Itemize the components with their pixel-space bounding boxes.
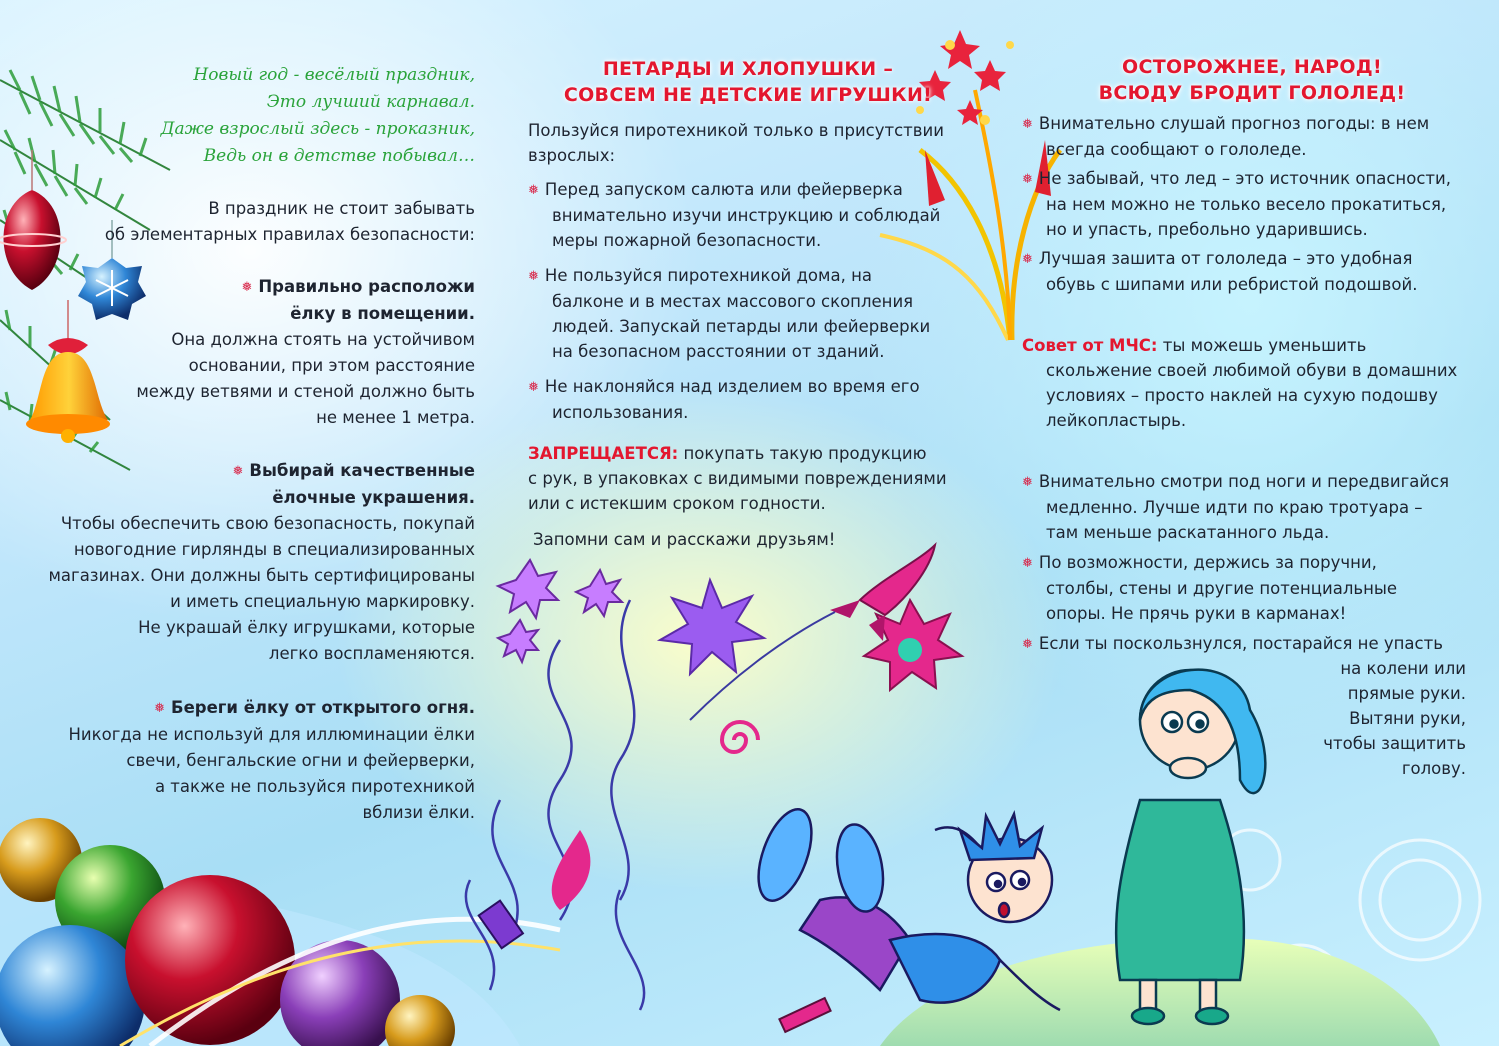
- ice-item: [1022, 469, 1472, 545]
- poem-line: Ведь он в детстве побывал…: [203, 146, 475, 166]
- item-line: ❅ Внимательно смотри под ноги и передвигайся: [1022, 472, 1450, 491]
- item-line: чтобы защитить: [1323, 734, 1466, 753]
- poem-line: Новый год - весёлый праздник,: [193, 65, 475, 85]
- item-line: использования.: [552, 403, 689, 422]
- advice-line: условиях – просто наклей на сухую подошву: [1046, 386, 1438, 405]
- advice-label: Совет от МЧС:: [1022, 336, 1158, 355]
- ice-item: [1022, 246, 1472, 297]
- item-line: там меньше раскатанного льда.: [1046, 523, 1330, 542]
- ice-item-last-tail: [1262, 656, 1466, 781]
- snowflake-bullet-icon: ❅: [528, 183, 539, 198]
- item-line: на безопасном расстоянии от зданий.: [552, 342, 885, 361]
- rule-tree-placement: [15, 274, 475, 431]
- ice-item: [1022, 111, 1472, 162]
- rule-line: Чтобы обеспечить свою безопасность, покупай: [60, 514, 475, 533]
- ice-item: [1022, 550, 1472, 626]
- fireworks-lead: [528, 118, 968, 168]
- rule-line: новогодние гирлянды в специализированных: [73, 540, 475, 559]
- snowflake-bullet-icon: ❅: [154, 701, 166, 716]
- rule-line: Никогда не используй для иллюминации ёлки: [68, 725, 475, 744]
- item-line: балконе и в местах массового скопления: [552, 292, 914, 311]
- snowflake-bullet-icon: ❅: [241, 280, 253, 295]
- ban-label: ЗАПРЕЩАЕТСЯ:: [528, 444, 679, 463]
- lead-line: Пользуйся пиротехникой только в присутствии: [528, 121, 944, 140]
- rule-line: не менее 1 метра.: [316, 408, 475, 427]
- item-line: ❅ По возможности, держись за поручни,: [1022, 553, 1377, 572]
- fireworks-item: [528, 374, 968, 425]
- rule-line: вблизи ёлки.: [362, 803, 475, 822]
- item-line: ❅ Если ты поскользнулся, постарайся не упасть: [1022, 634, 1443, 653]
- snowflake-bullet-icon: ❅: [528, 380, 539, 395]
- rule-line: основании, при этом расстояние: [188, 356, 475, 375]
- snowflake-bullet-icon: ❅: [1022, 475, 1033, 490]
- item-line: меры пожарной безопасности.: [552, 231, 822, 250]
- item-line: внимательно изучи инструкцию и соблюдай: [552, 206, 941, 225]
- snowflake-bullet-icon: ❅: [528, 269, 539, 284]
- item-line: медленно. Лучше идти по краю тротуара –: [1046, 498, 1423, 517]
- fireworks-ban: [528, 441, 968, 516]
- title-line: ПЕТАРДЫ И ХЛОПУШКИ –: [602, 58, 894, 80]
- rule-line: между ветвями и стеной должно быть: [136, 382, 475, 401]
- rule-heading: ёлочные украшения.: [272, 488, 475, 507]
- rule-line: Она должна стоять на устойчивом: [171, 330, 475, 349]
- snowflake-bullet-icon: ❅: [1022, 252, 1033, 267]
- ice-title: [1062, 54, 1442, 106]
- intro-line: об элементарных правилах безопасности:: [104, 225, 475, 244]
- lead-line: взрослых:: [528, 146, 616, 165]
- item-line: ❅ Не пользуйся пиротехникой дома, на: [528, 266, 872, 285]
- title-line: ВСЮДУ БРОДИТ ГОЛОЛЕД!: [1098, 82, 1406, 104]
- item-line: на нем можно не только весело прокатиться,: [1046, 195, 1447, 214]
- ice-item-last: [1022, 631, 1472, 657]
- item-line: обувь с шипами или ребристой подошвой.: [1046, 275, 1418, 294]
- item-line: ❅ Перед запуском салюта или фейерверка: [528, 180, 903, 199]
- rule-line: свечи, бенгальские огни и фейерверки,: [126, 751, 475, 770]
- rule-heading: ❅ Правильно расположи: [241, 277, 475, 296]
- snowflake-bullet-icon: ❅: [1022, 556, 1033, 571]
- item-line: прямые руки.: [1347, 684, 1466, 703]
- poem-line: Это лучший карнавал.: [266, 92, 475, 112]
- remember-text: Запомни сам и расскажи друзьям!: [533, 530, 836, 549]
- snowflake-bullet-icon: ❅: [1022, 117, 1033, 132]
- advice-line: Совет от МЧС: ты можешь уменьшить: [1022, 336, 1367, 355]
- item-line: Вытяни руки,: [1349, 709, 1466, 728]
- rule-line: Не украшай ёлку игрушками, которые: [138, 618, 475, 637]
- rule-line: а также не пользуйся пиротехникой: [154, 777, 475, 796]
- item-line: ❅ Не наклоняйся над изделием во время его: [528, 377, 920, 396]
- poem: [45, 62, 475, 170]
- item-line: людей. Запускай петарды или фейерверки: [552, 317, 931, 336]
- ban-line: с рук, в упаковках с видимыми повреждениями: [528, 469, 947, 488]
- rule-line: и иметь специальную маркировку.: [170, 592, 475, 611]
- item-line: ❅ Не забывай, что лед – это источник опасности,: [1022, 169, 1451, 188]
- rule-decorations: [15, 458, 475, 667]
- ice-item: [1022, 166, 1472, 242]
- rule-heading: ❅ Выбирай качественные: [232, 461, 475, 480]
- rule-line: легко воспламеняются.: [268, 644, 475, 663]
- fireworks-title: [548, 56, 948, 108]
- item-line: ❅ Внимательно слушай прогноз погоды: в нем: [1022, 114, 1430, 133]
- rule-line: магазинах. Они должны быть сертифицированы: [48, 566, 475, 585]
- snowflake-bullet-icon: ❅: [232, 464, 244, 479]
- item-line: всегда сообщают о гололеде.: [1046, 140, 1307, 159]
- firecracker-bottom: [779, 998, 830, 1032]
- item-line: голову.: [1401, 759, 1466, 778]
- rule-heading: ❅ Береги ёлку от открытого огня.: [154, 698, 475, 717]
- ban-line: или с истекшим сроком годности.: [528, 494, 826, 513]
- fireworks-item: [528, 263, 968, 364]
- fireworks-item: [528, 177, 968, 253]
- snowflake-bullet-icon: ❅: [1022, 637, 1033, 652]
- intro-text: [35, 196, 475, 248]
- title-line: ОСТОРОЖНЕЕ, НАРОД!: [1122, 56, 1382, 78]
- item-line: на колени или: [1340, 659, 1466, 678]
- spiral: [722, 722, 758, 752]
- advice-line: скольжение своей любимой обуви в домашних: [1046, 361, 1458, 380]
- intro-line: В праздник не стоит забывать: [208, 199, 475, 218]
- snowflake-bullet-icon: ❅: [1022, 172, 1033, 187]
- ban-line: ЗАПРЕЩАЕТСЯ: покупать такую продукцию: [528, 444, 927, 463]
- ice-advice: [1022, 333, 1472, 433]
- item-line: ❅ Лучшая зашита от гололеда – это удобная: [1022, 249, 1413, 268]
- rule-open-fire: [15, 695, 475, 826]
- christmas-balls: [0, 818, 560, 1046]
- item-line: но и упасть, пребольно ударившись.: [1046, 220, 1368, 239]
- rule-heading: ёлку в помещении.: [290, 304, 475, 323]
- item-line: опоры. Не прячь руки в карманах!: [1046, 604, 1347, 623]
- item-line: столбы, стены и другие потенциальные: [1046, 579, 1398, 598]
- advice-line: лейкопластырь.: [1046, 411, 1187, 430]
- poem-line: Даже взрослый здесь - проказник,: [160, 119, 475, 139]
- title-line: СОВСЕМ НЕ ДЕТСКИЕ ИГРУШКИ!: [563, 84, 933, 106]
